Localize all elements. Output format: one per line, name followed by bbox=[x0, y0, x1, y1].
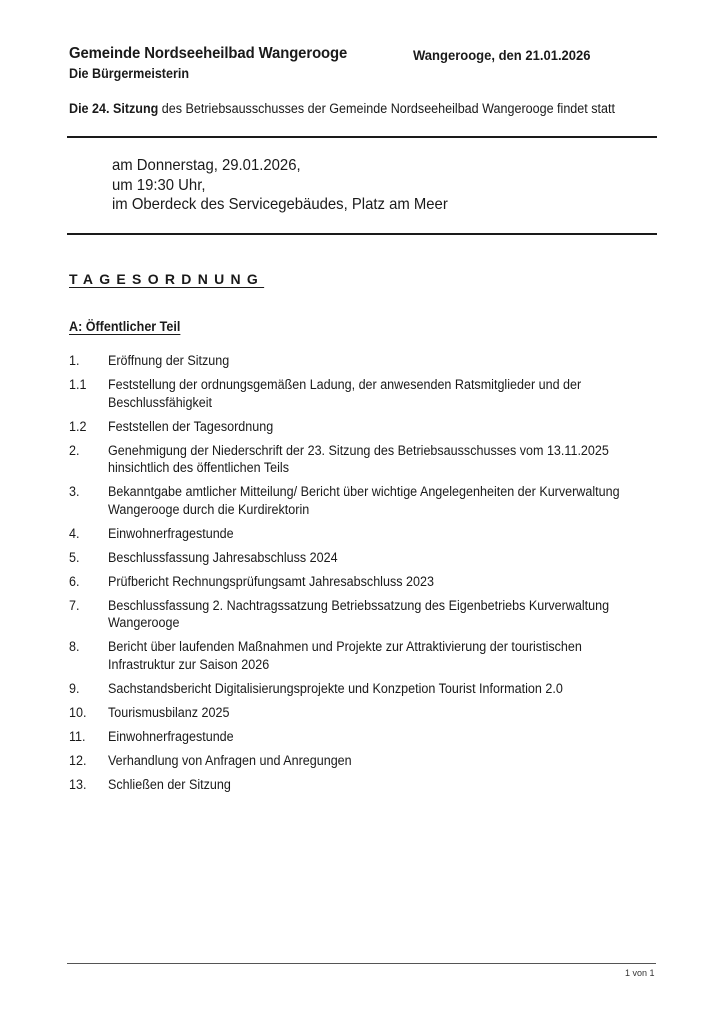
agenda-item-number: 3. bbox=[69, 484, 80, 499]
page-indicator: 1 von 1 bbox=[625, 968, 655, 978]
agenda-item bbox=[69, 352, 659, 370]
agenda-item-text: Feststellen der Tagesordnung bbox=[108, 418, 274, 434]
agenda-item-number: 7. bbox=[69, 597, 80, 613]
agenda-item-text: Feststellung der ordnungsgemäßen Ladung, der anwesenden Ratsmitglieder und der Beschlussfähigkeit bbox=[108, 377, 582, 410]
agenda-item bbox=[69, 442, 659, 477]
agenda-item-number: 13. bbox=[69, 776, 87, 792]
agenda-item-number: 2. bbox=[69, 442, 80, 458]
agenda-item-number: 9. bbox=[69, 680, 80, 696]
footer-divider bbox=[67, 963, 656, 964]
agenda-item bbox=[69, 752, 659, 770]
organization-name: Gemeinde Nordseeheilbad Wangerooge bbox=[69, 45, 348, 62]
agenda-item-text: Bekanntgabe amtlicher Mitteilung/ Bericht über wichtige Angelegenheiten der Kurverwaltung Wangerooge durch die Kurdirektorin bbox=[108, 484, 620, 517]
place-and-date: Wangerooge, den 21.01.2026 bbox=[413, 47, 591, 63]
agenda-item-number: 6. bbox=[69, 573, 80, 589]
meeting-number: Die 24. Sitzung bbox=[69, 101, 159, 116]
meeting-date: am Donnerstag, 29.01.2026, bbox=[112, 157, 301, 174]
section-title-public: A: Öffentlicher Teil bbox=[69, 319, 181, 334]
agenda-item-text: Prüfbericht Rechnungsprüfungsamt Jahresabschluss 2023 bbox=[108, 573, 434, 589]
agenda-item bbox=[69, 549, 659, 567]
agenda-item bbox=[69, 704, 659, 722]
agenda-item bbox=[69, 728, 659, 746]
agenda-item-text: Eröffnung der Sitzung bbox=[108, 353, 230, 368]
agenda-item-number: 12. bbox=[69, 752, 87, 768]
agenda-item-number: 1.2 bbox=[69, 418, 87, 434]
agenda-item bbox=[69, 418, 659, 436]
agenda-item-text: Beschlussfassung Jahresabschluss 2024 bbox=[108, 549, 338, 565]
agenda-item-text: Sachstandsbericht Digitalisierungsprojekte und Konzpetion Tourist Information 2.0 bbox=[108, 680, 563, 696]
agenda-item bbox=[69, 597, 659, 632]
meeting-announcement-text: des Betriebsausschusses der Gemeinde Nordseeheilbad Wangerooge findet statt bbox=[158, 101, 615, 116]
organization-role: Die Bürgermeisterin bbox=[69, 66, 190, 81]
agenda-item-number: 4. bbox=[69, 525, 80, 541]
agenda-item bbox=[69, 525, 659, 543]
agenda-item-text: Schließen der Sitzung bbox=[108, 776, 231, 792]
agenda-item-text: Genehmigung der Niederschrift der 23. Sitzung des Betriebsausschusses vom 13.11.2025 hinsichtlich des öffentlichen Teils bbox=[108, 442, 609, 475]
meeting-location: im Oberdeck des Servicegebäudes, Platz am Meer bbox=[112, 196, 448, 213]
agenda-item bbox=[69, 376, 659, 411]
divider-bottom bbox=[67, 233, 657, 235]
meeting-time: um 19:30 Uhr, bbox=[112, 176, 206, 194]
agenda-item bbox=[69, 573, 659, 591]
agenda-item-text: Beschlussfassung 2. Nachtragssatzung Betriebssatzung des Eigenbetriebs Kurverwaltung Wangerooge bbox=[108, 597, 610, 630]
agenda-item bbox=[69, 483, 659, 518]
meeting-details bbox=[112, 156, 448, 215]
agenda-item-number: 1.1 bbox=[69, 377, 87, 392]
agenda-item bbox=[69, 776, 659, 794]
agenda-item bbox=[69, 638, 659, 673]
agenda-item-number: 8. bbox=[69, 639, 80, 654]
meeting-announcement bbox=[69, 101, 615, 116]
agenda-item-number: 10. bbox=[69, 704, 87, 720]
agenda-list bbox=[69, 352, 659, 800]
divider-top bbox=[67, 136, 657, 138]
agenda-item-text: Verhandlung von Anfragen und Anregungen bbox=[108, 752, 352, 768]
agenda-item-text: Bericht über laufenden Maßnahmen und Projekte zur Attraktivierung der touristischen Infrastruktur zur Saison 2026 bbox=[108, 639, 582, 672]
agenda-item-number: 11. bbox=[69, 728, 86, 744]
agenda-item-number: 5. bbox=[69, 549, 80, 565]
agenda-item bbox=[69, 680, 659, 698]
agenda-item-text: Einwohnerfragestunde bbox=[108, 728, 234, 744]
agenda-item-number: 1. bbox=[69, 353, 80, 368]
agenda-item-text: Tourismusbilanz 2025 bbox=[108, 704, 230, 720]
agenda-item-text: Einwohnerfragestunde bbox=[108, 525, 234, 541]
agenda-title: TAGESORDNUNG bbox=[69, 271, 265, 287]
